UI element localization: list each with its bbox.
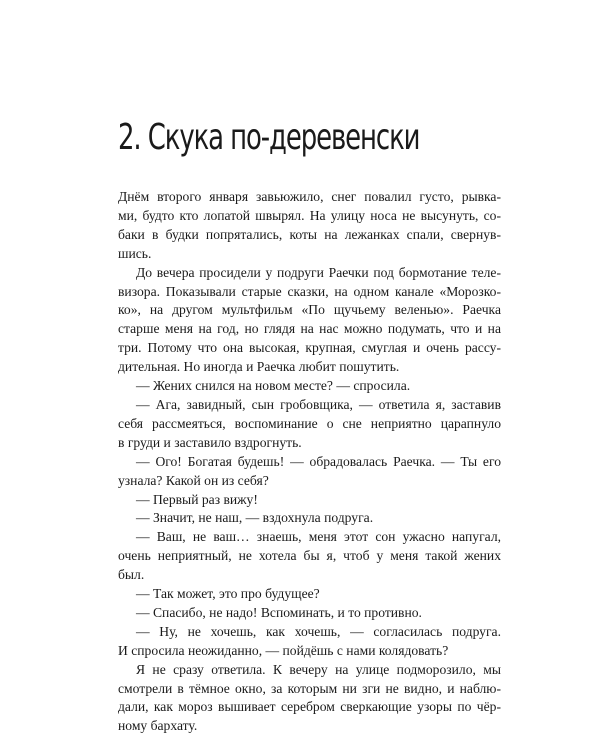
text-line: Днём второго января завьюжило, снег повалил густо, рывка- [118,189,501,204]
text-line: — Ну, не хочешь, как хочешь, — согласилась подруга. [136,623,501,639]
text-line: баки в будки попрятались, коты на лежанках спали, свернув- [118,226,501,242]
text-line: — Ага, завидный, сын гробовщика, — ответила я, заставив [136,396,501,412]
text-line: себя рассмеяться, воспоминание о сне неприятно царапнуло [118,415,501,431]
text-line: — Так может, это про будущее? [136,586,320,602]
text-line: Я не сразу ответила. К вечеру на улице подморозило, мы [136,661,501,677]
text-line: — Ого! Богатая будешь! — обрадовалась Раечка. — Ты его [136,453,501,469]
chapter-title: 2. Скука по-деревенски [118,117,420,158]
text-line: узнала? Какой он из себя? [118,472,269,488]
chapter-body [118,188,501,736]
text-line: И спросила неожиданно, — пойдёшь с нами колядовать? [118,642,449,658]
text-line: ко», на другом мультфильм «По щучьему веленью». Раечка [118,302,501,318]
text-line: визора. Показывали старые сказки, на одном канале «Морозко- [118,283,501,299]
text-line: был. [118,567,145,583]
text-line: — Спасибо, не надо! Вспоминать, и то противно. [136,604,422,620]
text-line: — Первый раз вижу! [136,491,258,507]
text-line: шись. [118,245,152,261]
text-line: в груди и заставило вздрогнуть. [118,434,302,450]
text-line: — Ваш, не ваш… знаешь, меня этот сон ужасно напугал, [136,529,501,545]
text-line: смотрели в тёмное окно, за которым ни зги не видно, и наблю- [118,680,501,696]
text-line: старше меня на год, но глядя на нас можно подумать, что и на [118,321,501,337]
text-line: — Значит, не наш, — вздохнула подруга. [136,510,374,526]
text-line: — Жених снился на новом месте? — спросила. [136,378,411,394]
text-line: ному бархату. [118,718,198,734]
text-line: ми, будто кто лопатой швырял. На улицу носа не высунуть, со- [118,207,501,223]
text-line: дали, как мороз вышивает серебром сверкающие узоры по чёр- [118,699,501,715]
text-line: До вечера просидели у подруги Раечки под бормотание теле- [136,264,501,280]
text-line: очень неприятный, не хотела бы я, чтоб у меня такой жених [118,548,501,564]
text-line: три. Потому что она высокая, крупная, смуглая и очень рассу- [118,340,501,356]
text-line: дительная. Но иногда и Раечка любит пошутить. [118,359,400,375]
